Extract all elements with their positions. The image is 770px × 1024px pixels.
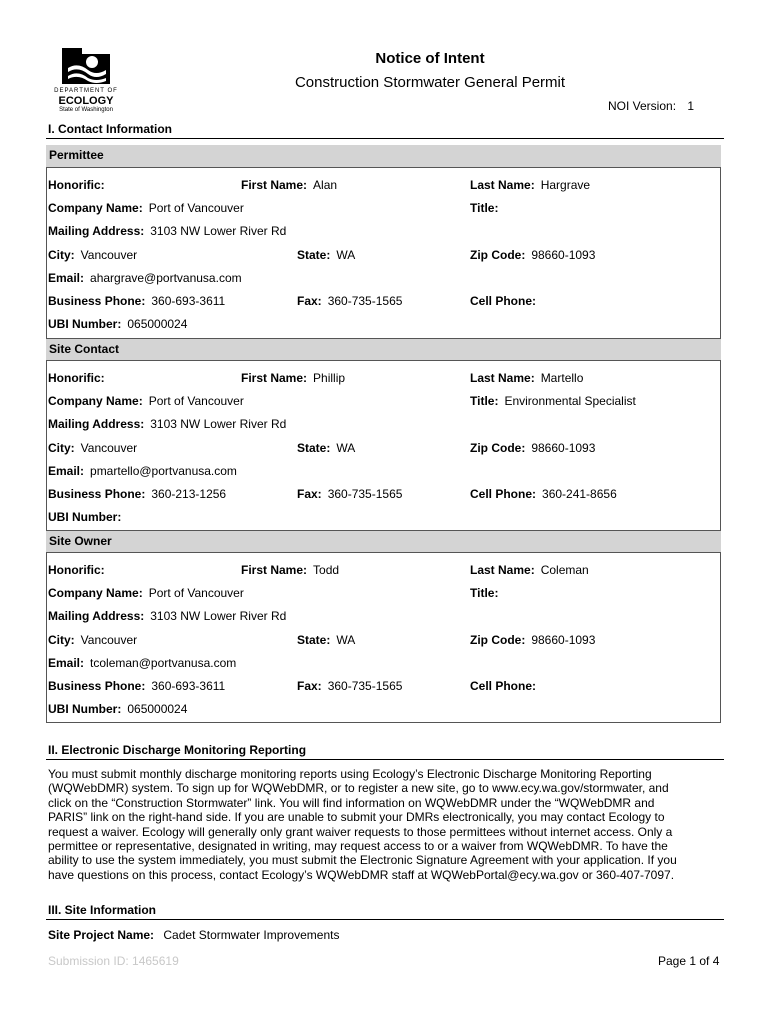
- business-phone-field: [48, 487, 226, 505]
- honorific-label: Honorific:: [48, 563, 105, 577]
- cell-label: Cell Phone:: [470, 294, 537, 308]
- dmr-paragraph: [48, 767, 728, 882]
- city-value: Vancouver: [80, 248, 138, 262]
- last-name-field: [470, 178, 590, 196]
- dmr-line: click on the “Construction Stormwater” link. You will find information on WQWebDMR under the “WQWebDMR and: [48, 795, 655, 810]
- ubi-value: 065000024: [127, 317, 188, 331]
- email-field: [48, 271, 242, 289]
- first-name-value: Todd: [313, 563, 340, 577]
- last-name-value: Hargrave: [540, 178, 591, 192]
- title-label: Title:: [470, 201, 499, 215]
- fax-field: [297, 679, 402, 697]
- cell-label: Cell Phone:: [470, 679, 537, 693]
- email-value: pmartello@portvanusa.com: [90, 464, 237, 478]
- city-field: [48, 441, 137, 459]
- honorific-field: [48, 371, 105, 389]
- dmr-line: You must submit monthly discharge monitoring reports using Ecology’s Electronic Discharge Monitoring Reporting: [48, 767, 652, 781]
- site-project-row: [48, 928, 339, 946]
- address-label: Mailing Address:: [48, 417, 145, 431]
- noi-version-value: 1: [687, 99, 695, 113]
- title-label: Title:: [470, 394, 499, 408]
- address-label: Mailing Address:: [48, 224, 145, 238]
- city-value: Vancouver: [80, 633, 138, 647]
- last-name-value: Martello: [540, 371, 584, 385]
- last-name-label: Last Name:: [470, 178, 535, 192]
- zip-label: Zip Code:: [470, 633, 526, 647]
- dmr-line: permittee or representative, designated in writing, may request access to or a waiver from WQWebDMR. To have the: [48, 839, 668, 854]
- page-number: Page 1 of 4: [658, 954, 720, 968]
- business-phone-label: Business Phone:: [48, 487, 146, 501]
- state-value: WA: [336, 441, 356, 455]
- state-value: WA: [336, 248, 356, 262]
- honorific-label: Honorific:: [48, 371, 105, 385]
- state-field: [297, 441, 355, 459]
- last-name-label: Last Name:: [470, 371, 535, 385]
- email-label: Email:: [48, 464, 85, 478]
- company-value: Port of Vancouver: [148, 394, 244, 408]
- address-value: 3103 NW Lower River Rd: [150, 417, 287, 431]
- zip-field: [470, 441, 595, 459]
- first-name-field: [241, 563, 339, 581]
- logo-line3: State of Washington: [59, 107, 113, 113]
- company-value: Port of Vancouver: [148, 586, 244, 600]
- divider: [46, 138, 724, 139]
- fax-value: 360-735-1565: [327, 294, 403, 308]
- ubi-field: [48, 702, 187, 720]
- company-value: Port of Vancouver: [148, 201, 244, 215]
- email-value: tcoleman@portvanusa.com: [90, 656, 237, 670]
- ubi-field: [48, 317, 187, 335]
- company-label: Company Name:: [48, 201, 143, 215]
- first-name-field: [241, 371, 345, 389]
- business-phone-value: 360-693-3611: [151, 294, 226, 308]
- noi-version: [608, 99, 694, 113]
- company-label: Company Name:: [48, 394, 143, 408]
- email-value: ahargrave@portvanusa.com: [90, 271, 242, 285]
- ubi-field: [48, 510, 127, 528]
- fax-label: Fax:: [297, 679, 322, 693]
- state-field: [297, 633, 355, 651]
- dmr-line: (WQWebDMR) system. To sign up for WQWebDMR, or to register a new site, go to www.ecy.wa.gov/stormwater, and: [48, 781, 669, 796]
- dmr-line: ability to use the system immediately, you must submit the Electronic Signature Agreement with your application. If you: [48, 853, 677, 868]
- title-label: Title:: [470, 586, 499, 600]
- fax-field: [297, 487, 402, 505]
- logo-line1: DEPARTMENT OF: [54, 88, 118, 94]
- city-label: City:: [48, 633, 75, 647]
- logo-line2: ECOLOGY: [58, 95, 114, 107]
- email-label: Email:: [48, 271, 85, 285]
- state-value: WA: [336, 633, 356, 647]
- last-name-value: Coleman: [540, 563, 589, 577]
- city-value: Vancouver: [80, 441, 138, 455]
- cell-label: Cell Phone:: [470, 487, 537, 501]
- ubi-label: UBI Number:: [48, 702, 122, 716]
- address-field: [48, 609, 286, 627]
- zip-value: 98660-1093: [531, 441, 596, 455]
- cell-field: [470, 294, 542, 312]
- city-field: [48, 248, 137, 266]
- email-field: [48, 464, 237, 482]
- divider: [46, 919, 724, 920]
- address-field: [48, 417, 286, 435]
- fax-field: [297, 294, 402, 312]
- title-value: Environmental Specialist: [504, 394, 636, 408]
- first-name-value: Alan: [313, 178, 338, 192]
- ubi-value: 065000024: [127, 702, 188, 716]
- section-contact-title: I. Contact Information: [48, 122, 172, 136]
- page-subtitle: Construction Stormwater General Permit: [294, 74, 566, 91]
- last-name-label: Last Name:: [470, 563, 535, 577]
- business-phone-label: Business Phone:: [48, 679, 146, 693]
- company-label: Company Name:: [48, 586, 143, 600]
- noi-version-label: NOI Version:: [608, 99, 677, 113]
- site-owner-heading: Site Owner: [46, 530, 721, 553]
- submission-id: Submission ID: 1465619: [48, 954, 179, 968]
- title-field: [470, 394, 636, 412]
- business-phone-field: [48, 679, 225, 697]
- fax-value: 360-735-1565: [327, 679, 403, 693]
- first-name-field: [241, 178, 337, 196]
- city-field: [48, 633, 137, 651]
- permittee-heading: Permittee: [46, 145, 721, 168]
- company-field: [48, 586, 244, 604]
- company-field: [48, 201, 244, 219]
- ubi-label: UBI Number:: [48, 510, 122, 524]
- address-value: 3103 NW Lower River Rd: [150, 609, 287, 623]
- dmr-line: request a waiver. Ecology will generally only grant waiver requests to those permittees without internet access. Only a: [48, 824, 673, 839]
- zip-value: 98660-1093: [531, 633, 596, 647]
- business-phone-label: Business Phone:: [48, 294, 146, 308]
- honorific-label: Honorific:: [48, 178, 105, 192]
- business-phone-value: 360-213-1256: [151, 487, 227, 501]
- business-phone-field: [48, 294, 225, 312]
- company-field: [48, 394, 244, 412]
- email-label: Email:: [48, 656, 85, 670]
- honorific-field: [48, 178, 105, 196]
- zip-field: [470, 248, 595, 266]
- last-name-field: [470, 371, 583, 389]
- first-name-label: First Name:: [241, 563, 308, 577]
- section-dmr-title: II. Electronic Discharge Monitoring Reporting: [48, 743, 307, 757]
- zip-value: 98660-1093: [531, 248, 596, 262]
- site-contact-heading: Site Contact: [46, 338, 721, 361]
- page-title: Notice of Intent: [375, 50, 485, 67]
- first-name-label: First Name:: [241, 371, 308, 385]
- washington-state-icon: [56, 44, 116, 88]
- zip-field: [470, 633, 595, 651]
- first-name-value: Phillip: [313, 371, 346, 385]
- site-project-label: Site Project Name:: [48, 928, 155, 942]
- state-label: State:: [297, 441, 331, 455]
- honorific-field: [48, 563, 105, 581]
- title-field: [470, 201, 504, 219]
- ubi-label: UBI Number:: [48, 317, 122, 331]
- site-project-value: Cadet Stormwater Improvements: [163, 928, 340, 942]
- city-label: City:: [48, 441, 75, 455]
- fax-value: 360-735-1565: [327, 487, 403, 501]
- title-field: [470, 586, 504, 604]
- section-site-title: III. Site Information: [48, 903, 157, 917]
- zip-label: Zip Code:: [470, 441, 526, 455]
- dmr-line: have questions on this process, contact Ecology’s WQWebDMR staff at WQWebPortal@ecy.wa.gov or 360-407-7097.: [48, 867, 675, 882]
- address-field: [48, 224, 286, 242]
- email-field: [48, 656, 236, 674]
- cell-field: [470, 679, 542, 697]
- state-label: State:: [297, 248, 331, 262]
- first-name-label: First Name:: [241, 178, 308, 192]
- dmr-line: PARIS” link on the right-hand side. If you are unable to submit your DMRs electronically, you may contact Ecology to: [48, 810, 665, 825]
- address-value: 3103 NW Lower River Rd: [150, 224, 287, 238]
- cell-field: [470, 487, 617, 505]
- cell-value: 360-241-8656: [542, 487, 617, 501]
- divider: [46, 759, 724, 760]
- address-label: Mailing Address:: [48, 609, 145, 623]
- business-phone-value: 360-693-3611: [151, 679, 226, 693]
- fax-label: Fax:: [297, 487, 322, 501]
- last-name-field: [470, 563, 589, 581]
- zip-label: Zip Code:: [470, 248, 526, 262]
- state-field: [297, 248, 355, 266]
- fax-label: Fax:: [297, 294, 322, 308]
- city-label: City:: [48, 248, 75, 262]
- state-label: State:: [297, 633, 331, 647]
